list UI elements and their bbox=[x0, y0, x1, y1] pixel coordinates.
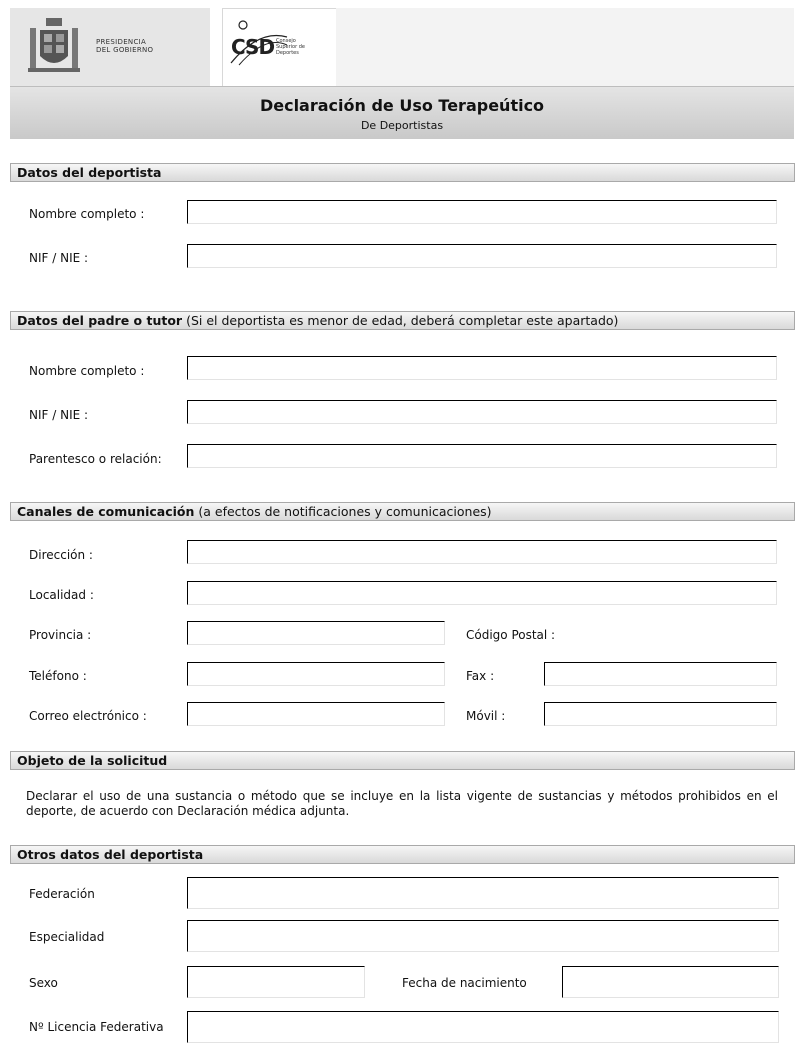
label-nif-deportista: NIF / NIE : bbox=[29, 251, 89, 265]
federacion-field[interactable] bbox=[187, 877, 779, 909]
section-header-deportista bbox=[10, 163, 795, 182]
section-note: (Si el deportista es menor de edad, deberá completar este apartado) bbox=[182, 313, 619, 328]
csd-logo-text: CSD bbox=[231, 35, 275, 59]
section-header-canales bbox=[10, 502, 795, 521]
label-nif-tutor: NIF / NIE : bbox=[29, 408, 89, 422]
label-fecha-nacimiento: Fecha de nacimiento bbox=[402, 976, 527, 990]
fax-field[interactable] bbox=[544, 662, 777, 686]
label-nombre-deportista: Nombre completo : bbox=[29, 207, 145, 221]
document-header bbox=[10, 8, 794, 138]
label-fax: Fax : bbox=[466, 669, 495, 683]
presidencia-logo bbox=[10, 8, 210, 86]
page-title: Declaración de Uso Terapeútico bbox=[259, 96, 545, 115]
label-movil: Móvil : bbox=[466, 709, 506, 723]
objeto-text: Declarar el uso de una sustancia o método que se incluye en la lista vigente de sustancias y métodos prohibidos en el deporte, de acuerdo con Declaración médica adjunta. bbox=[26, 789, 778, 818]
label-codigo-postal: Código Postal : bbox=[466, 628, 556, 642]
label-sexo: Sexo bbox=[29, 976, 58, 990]
header-top-area bbox=[336, 8, 794, 86]
label-correo: Correo electrónico : bbox=[29, 709, 147, 723]
especialidad-field[interactable] bbox=[187, 920, 779, 952]
label-especialidad: Especialidad bbox=[29, 930, 105, 944]
section-title: Datos del deportista bbox=[17, 165, 162, 180]
section-header-tutor bbox=[10, 311, 795, 330]
section-title: Datos del padre o tutor bbox=[17, 313, 183, 328]
nombre-tutor-field[interactable] bbox=[187, 356, 777, 380]
presidencia-text: PRESIDENCIA DEL GOBIERNO bbox=[96, 38, 154, 54]
direccion-field[interactable] bbox=[187, 540, 777, 564]
label-federacion: Federación bbox=[29, 887, 95, 901]
nif-tutor-field[interactable] bbox=[187, 400, 777, 424]
coat-of-arms-icon bbox=[24, 16, 84, 76]
section-title: Otros datos del deportista bbox=[17, 847, 204, 862]
nombre-deportista-field[interactable] bbox=[187, 200, 777, 224]
label-direccion: Dirección : bbox=[29, 548, 93, 562]
label-telefono: Teléfono : bbox=[29, 669, 87, 683]
section-title: Objeto de la solicitud bbox=[17, 753, 168, 768]
label-nombre-tutor: Nombre completo : bbox=[29, 364, 145, 378]
section-header-otros bbox=[10, 845, 795, 864]
fecha-nacimiento-field[interactable] bbox=[562, 966, 779, 998]
correo-field[interactable] bbox=[187, 702, 445, 726]
nif-deportista-field[interactable] bbox=[187, 244, 777, 268]
licencia-field[interactable] bbox=[187, 1011, 779, 1043]
label-localidad: Localidad : bbox=[29, 588, 94, 602]
section-title: Canales de comunicación bbox=[17, 504, 195, 519]
section-note: (a efectos de notificaciones y comunicaciones) bbox=[194, 504, 492, 519]
label-parentesco: Parentesco o relación: bbox=[29, 452, 162, 466]
movil-field[interactable] bbox=[544, 702, 777, 726]
provincia-field[interactable] bbox=[187, 621, 445, 645]
page-subtitle: De Deportistas bbox=[360, 119, 444, 132]
label-provincia: Provincia : bbox=[29, 628, 92, 642]
localidad-field[interactable] bbox=[187, 581, 777, 605]
csd-caption: Consejo Superior de Deportes bbox=[276, 38, 305, 56]
sexo-field[interactable] bbox=[187, 966, 365, 998]
section-header-objeto bbox=[10, 751, 795, 770]
parentesco-field[interactable] bbox=[187, 444, 777, 468]
telefono-field[interactable] bbox=[187, 662, 445, 686]
label-licencia: Nº Licencia Federativa bbox=[29, 1020, 164, 1034]
